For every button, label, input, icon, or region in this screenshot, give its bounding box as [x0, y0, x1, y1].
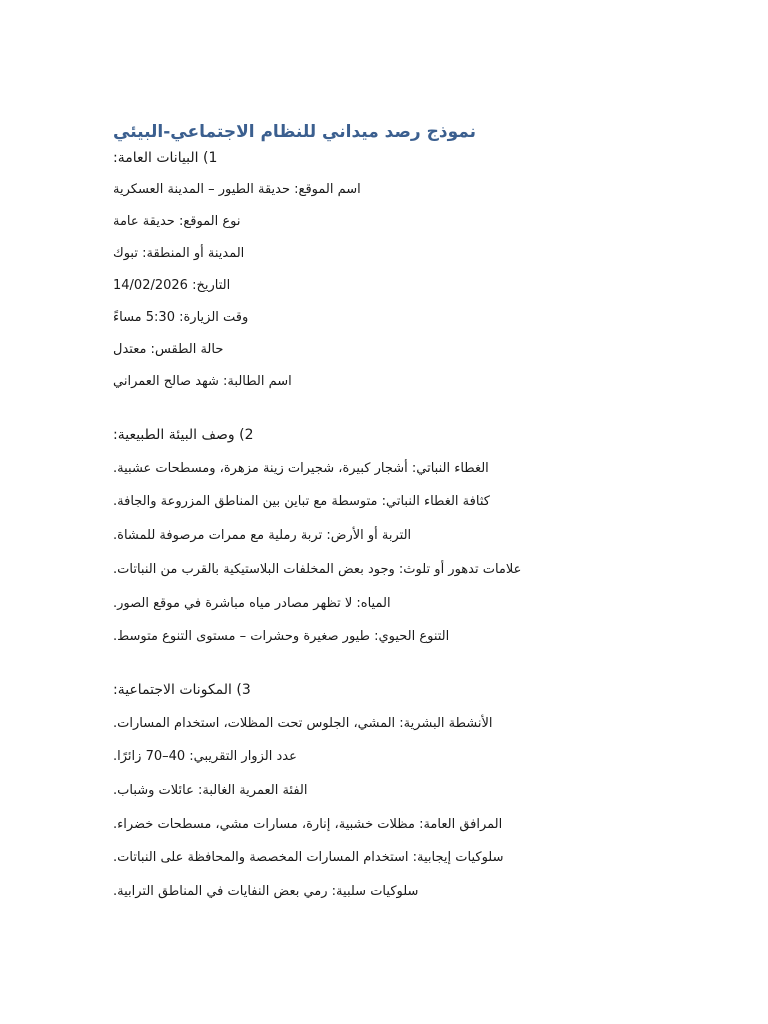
field-site-type: نوع الموقع: حديقة عامة — [113, 214, 241, 229]
field-soil: التربة أو الأرض: تربة رملية مع ممرات مرصوفة للمشاة. — [113, 528, 412, 543]
field-site-name: اسم الموقع: حديقة الطيور – المدينة العسكرية — [113, 182, 361, 197]
field-city: المدينة أو المنطقة: تبوك — [113, 246, 245, 261]
field-date: التاريخ: 14/02/2026 — [113, 278, 231, 293]
field-pollution: علامات تدهور أو تلوث: وجود بعض المخلفات البلاستيكية بالقرب من النباتات. — [113, 562, 522, 577]
section-3-heading: 3) المكونات الاجتماعية: — [113, 682, 251, 698]
section-2-heading: 2) وصف البيئة الطبيعية: — [113, 427, 254, 443]
field-facilities: المرافق العامة: مظلات خشبية، إنارة، مسارات مشي، مسطحات خضراء. — [113, 817, 503, 832]
field-negative-behaviors: سلوكيات سلبية: رمي بعض النفايات في المناطق الترابية. — [113, 884, 419, 899]
field-biodiversity: التنوع الحيوي: طيور صغيرة وحشرات – مستوى التنوع متوسط. — [113, 629, 450, 644]
field-vegetation-density: كثافة الغطاء النباتي: متوسطة مع تباين بين المناطق المزروعة والجافة. — [113, 494, 490, 509]
field-vegetation: الغطاء النباتي: أشجار كبيرة، شجيرات زينة مزهرة، ومسطحات عشبية. — [113, 461, 489, 476]
page-title: نموذج رصد ميداني للنظام الاجتماعي-البيئي — [113, 122, 477, 142]
field-weather: حالة الطقس: معتدل — [113, 342, 224, 357]
field-visit-time: وقت الزيارة: 5:30 مساءً — [113, 310, 249, 325]
field-positive-behaviors: سلوكيات إيجابية: استخدام المسارات المخصصة والمحافظة على النباتات. — [113, 850, 504, 865]
field-student-name: اسم الطالبة: شهد صالح العمراني — [113, 374, 292, 389]
field-human-activities: الأنشطة البشرية: المشي، الجلوس تحت المظلات، استخدام المسارات. — [113, 716, 493, 731]
field-water: المياه: لا تظهر مصادر مياه مباشرة في موقع الصور. — [113, 596, 391, 611]
section-1-heading: 1) البيانات العامة: — [113, 150, 218, 166]
field-age-group: الفئة العمرية الغالبة: عائلات وشباب. — [113, 783, 308, 798]
field-visitor-count: عدد الزوار التقريبي: 40–70 زائرًا. — [113, 749, 297, 764]
